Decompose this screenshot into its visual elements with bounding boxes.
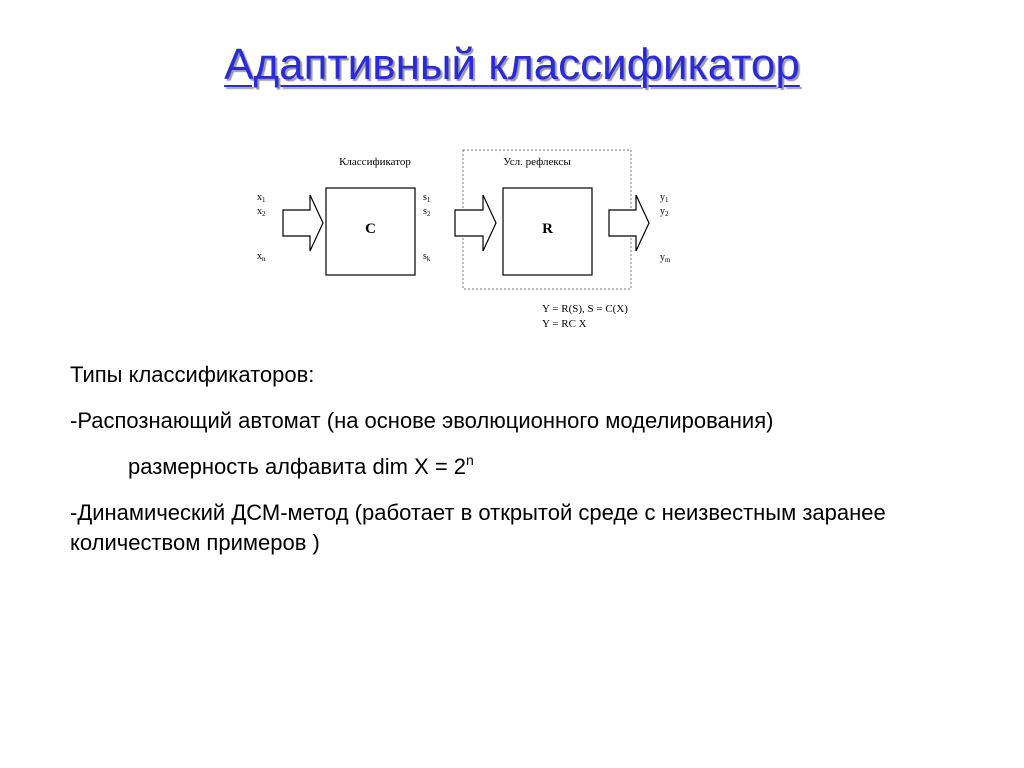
slide-body [70, 360, 970, 574]
alphabet-dimension-exponent: n [466, 452, 474, 468]
output-ym: $y_m$ [660, 252, 671, 264]
classifier-caption: Классификатор [339, 156, 411, 168]
signal-sk: $s_k$ [423, 251, 431, 263]
item-dsm-method: -Динамический ДСМ-метод (работает в открытой среде с неизвестным заранее количеством примеров ) [70, 500, 886, 555]
item-alphabet-dimension [70, 452, 970, 482]
signal-s1: $s_1$ [423, 192, 431, 204]
alphabet-dimension-text: размерность алфавита dim X = 2 [128, 454, 467, 479]
output-y2: $y_2$ [660, 206, 669, 218]
formula-line-2: Y = RC X [542, 318, 587, 330]
block-c-label: C [365, 221, 376, 237]
types-heading: Типы классификаторов: [70, 362, 315, 387]
input-arrow [283, 195, 323, 251]
signal-s2: $s_2$ [423, 206, 431, 218]
output-arrow [609, 195, 649, 251]
input-x2: $x_2$ [257, 206, 266, 218]
slide-title: Адаптивный классификатор [224, 40, 800, 89]
input-xn: $x_n$ [257, 251, 266, 263]
item-recognizing-automaton: -Распознающий автомат (на основе эволюционного моделирования) [70, 408, 774, 433]
classifier-diagram [250, 148, 690, 338]
output-y1: $y_1$ [660, 192, 669, 204]
input-x1: $x_1$ [257, 192, 266, 204]
middle-arrow [455, 195, 496, 251]
reflex-caption: Усл. рефлексы [503, 156, 571, 168]
block-r-label: R [542, 221, 553, 237]
formula-line-1: Y = R(S), S = C(X) [542, 303, 628, 315]
